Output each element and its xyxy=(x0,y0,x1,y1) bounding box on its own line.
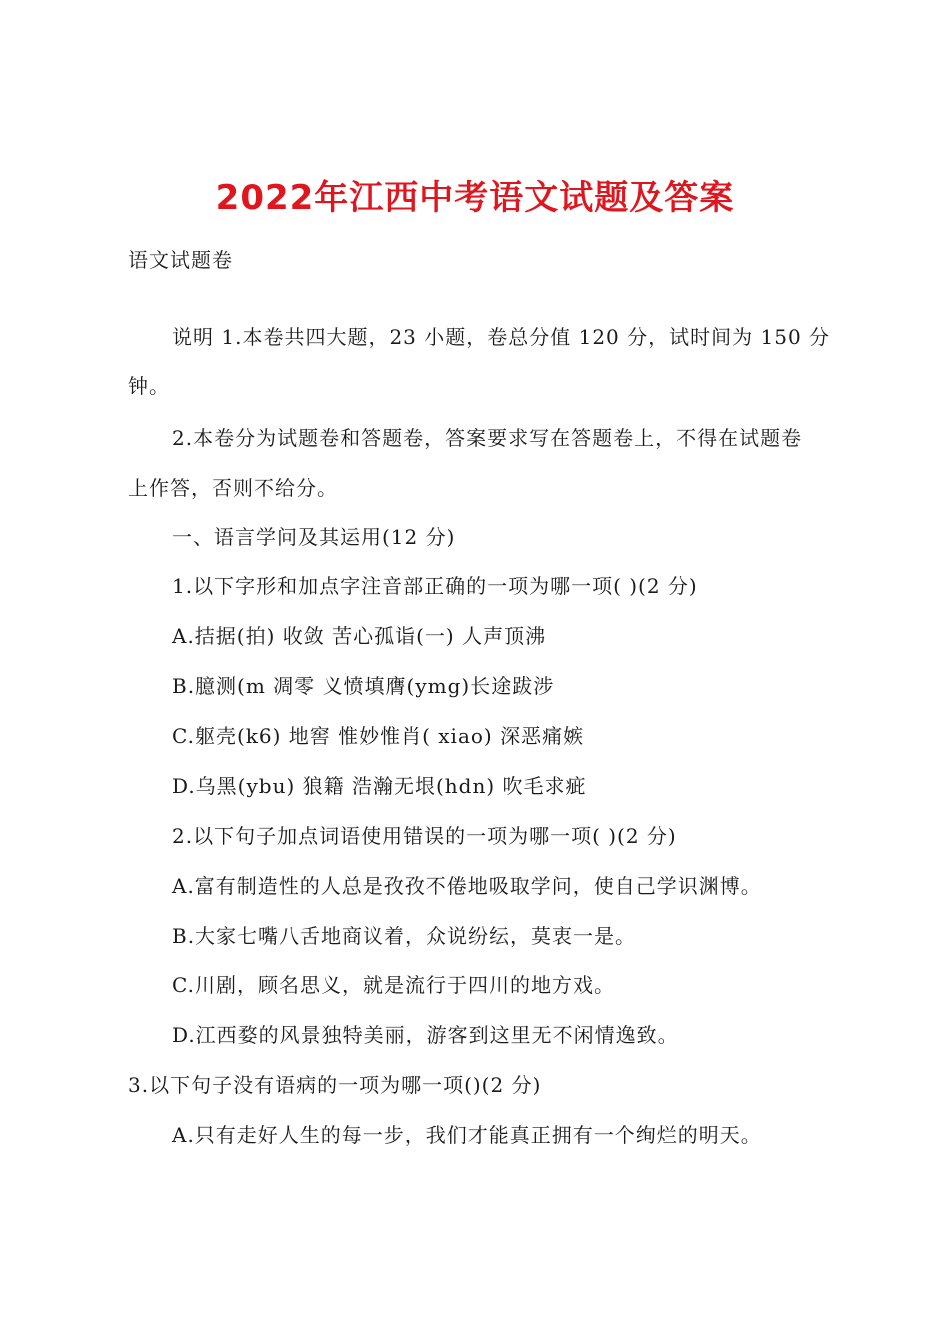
question-2-option-c: C.川剧，顾名思义，就是流行于四川的地方戏。 xyxy=(172,973,615,997)
part-heading: 一、语言学问及其运用(12 分) xyxy=(172,525,456,549)
instruction-line-1: 说明 1.本卷共四大题，23 小题，卷总分值 120 分，试时间为 150 分 xyxy=(172,325,831,349)
question-3-option-a: A.只有走好人生的每一步，我们才能真正拥有一个绚烂的明天。 xyxy=(172,1123,762,1147)
instruction-line-2: 2.本卷分为试题卷和答题卷，答案要求写在答题卷上，不得在试题卷 xyxy=(172,426,803,450)
question-2: 2.以下句子加点词语使用错误的一项为哪一项( )(2 分) xyxy=(172,824,677,848)
question-1-option-d: D.乌黑(ybu) 狼籍 浩瀚无垠(hdn) 吹毛求疵 xyxy=(172,774,587,798)
question-1-option-a: A.拮据(拍) 收敛 苦心孤诣(一) 人声顶沸 xyxy=(172,624,547,648)
question-2-option-d: D.江西婺的风景独特美丽，游客到这里无不闲情逸致。 xyxy=(172,1023,679,1047)
document-title: 2022年江西中考语文试题及答案 xyxy=(215,178,735,218)
question-1: 1.以下字形和加点字注音部正确的一项为哪一项( )(2 分) xyxy=(172,574,698,598)
question-2-option-b: B.大家七嘴八舌地商议着，众说纷纭，莫衷一是。 xyxy=(172,924,637,948)
instruction-line-2-cont: 上作答，否则不给分。 xyxy=(128,476,338,500)
section-heading: 语文试题卷 xyxy=(128,248,233,272)
instruction-line-1-cont: 钟。 xyxy=(128,374,170,398)
question-3: 3.以下句子没有语病的一项为哪一项()(2 分) xyxy=(128,1073,542,1097)
question-2-option-a: A.富有制造性的人总是孜孜不倦地吸取学问，使自己学识渊博。 xyxy=(172,874,762,898)
question-1-option-c: C.躯壳(k6) 地窖 惟妙惟肖( xiao) 深恶痛嫉 xyxy=(172,724,585,748)
question-1-option-b: B.臆测(m 凋零 义愤填膺(ymg)长途跋涉 xyxy=(172,674,555,698)
